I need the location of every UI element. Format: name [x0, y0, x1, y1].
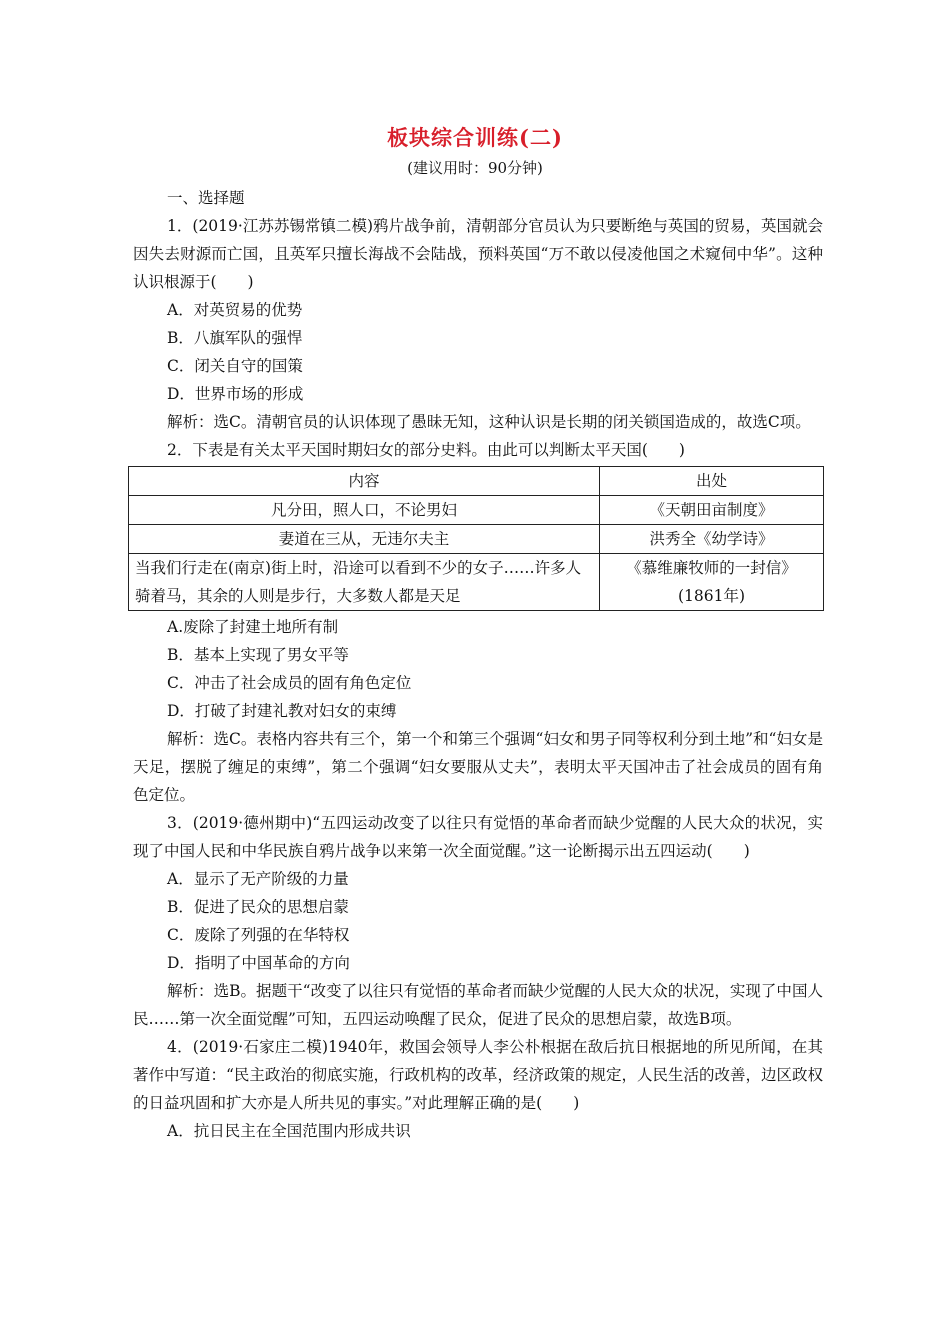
- option-a: A.废除了封建土地所有制: [167, 618, 339, 636]
- page-title: 板块综合训练(二): [387, 125, 563, 150]
- question-1: [133, 212, 823, 436]
- option-b: B．促进了民众的思想启蒙: [167, 898, 349, 916]
- table-row: [129, 554, 824, 611]
- table-header-row: [129, 467, 824, 496]
- option-d: D．指明了中国革命的方向: [167, 954, 350, 972]
- table-header-content: 内容: [129, 467, 600, 496]
- page-subtitle: (建议用时：90分钟): [407, 159, 543, 177]
- question-stem: 4．(2019·石家庄二模)1940年，救国会领导人李公朴根据在敌后抗日根据地的所见所闻，在其著作中写道：“民主政治的彻底实施，行政机构的改革，经济政策的规定，人民生活的改善，边区政权的日益巩固和扩大亦是人所共见的事实。”对此理解正确的是( ): [133, 1038, 823, 1112]
- analysis: 解析：选B。据题干“改变了以往只有觉悟的革命者而缺少觉醒的人民大众的状况，实现了中国人民……第一次全面觉醒”可知，五四运动唤醒了民众，促进了民众的思想启蒙，故选B项。: [133, 982, 823, 1028]
- table-cell-content: 妻道在三从，无违尔夫主: [129, 525, 600, 554]
- question-stem: 2．下表是有关太平天国时期妇女的部分史料。由此可以判断太平天国( ): [167, 441, 685, 459]
- question-2: [133, 436, 823, 809]
- option-b: B．基本上实现了男女平等: [167, 646, 349, 664]
- table-row: [129, 496, 824, 525]
- option-c: C．废除了列强的在华特权: [167, 926, 350, 944]
- option-a: A．抗日民主在全国范围内形成共识: [167, 1122, 411, 1140]
- option-d: D．打破了封建礼教对妇女的束缚: [167, 702, 397, 720]
- question-stem: 3．(2019·德州期中)“五四运动改变了以往只有觉悟的革命者而缺少觉醒的人民大众的状况，实现了中国人民和中华民族自鸦片战争以来第一次全面觉醒。”这一论断揭示出五四运动( ): [133, 814, 823, 860]
- option-d: D．世界市场的形成: [167, 385, 304, 403]
- document-body: [133, 184, 823, 1145]
- table-cell-content: 当我们行走在(南京)街上时，沿途可以看到不少的女子……许多人骑着马，其余的人则是步行，大多数人都是天足: [129, 554, 600, 611]
- table-cell-content: 凡分田，照人口，不论男妇: [129, 496, 600, 525]
- table-header-source: 出处: [600, 467, 824, 496]
- question-stem: 1．(2019·江苏苏锡常镇二模)鸦片战争前，清朝部分官员认为只要断绝与英国的贸易，英国就会因失去财源而亡国，且英军只擅长海战不会陆战，预料英国“万不敢以侵凌他国之术窥伺中华”。这种认识根源于( ): [133, 217, 823, 291]
- table-cell-source: 洪秀全《幼学诗》: [600, 525, 824, 554]
- option-c: C．冲击了社会成员的固有角色定位: [167, 674, 412, 692]
- analysis: 解析：选C。表格内容共有三个，第一个和第三个强调“妇女和男子同等权利分到土地”和“妇女是天足，摆脱了缠足的束缚”，第二个强调“妇女要服从丈夫”，表明太平天国冲击了社会成员的固有角色定位。: [133, 730, 823, 804]
- table-cell-source: 《慕维廉牧师的一封信》(1861年): [600, 554, 824, 611]
- source-table: [128, 466, 824, 611]
- section-heading: 一、选择题: [167, 189, 245, 207]
- question-4: [133, 1033, 823, 1145]
- option-c: C．闭关自守的国策: [167, 357, 303, 375]
- question-3: [133, 809, 823, 1033]
- analysis: 解析：选C。清朝官员的认识体现了愚昧无知，这种认识是长期的闭关锁国造成的，故选C项。: [167, 413, 811, 431]
- table-row: [129, 525, 824, 554]
- option-a: A．对英贸易的优势: [167, 301, 303, 319]
- option-b: B．八旗军队的强悍: [167, 329, 303, 347]
- table-cell-source: 《天朝田亩制度》: [600, 496, 824, 525]
- option-a: A．显示了无产阶级的力量: [167, 870, 349, 888]
